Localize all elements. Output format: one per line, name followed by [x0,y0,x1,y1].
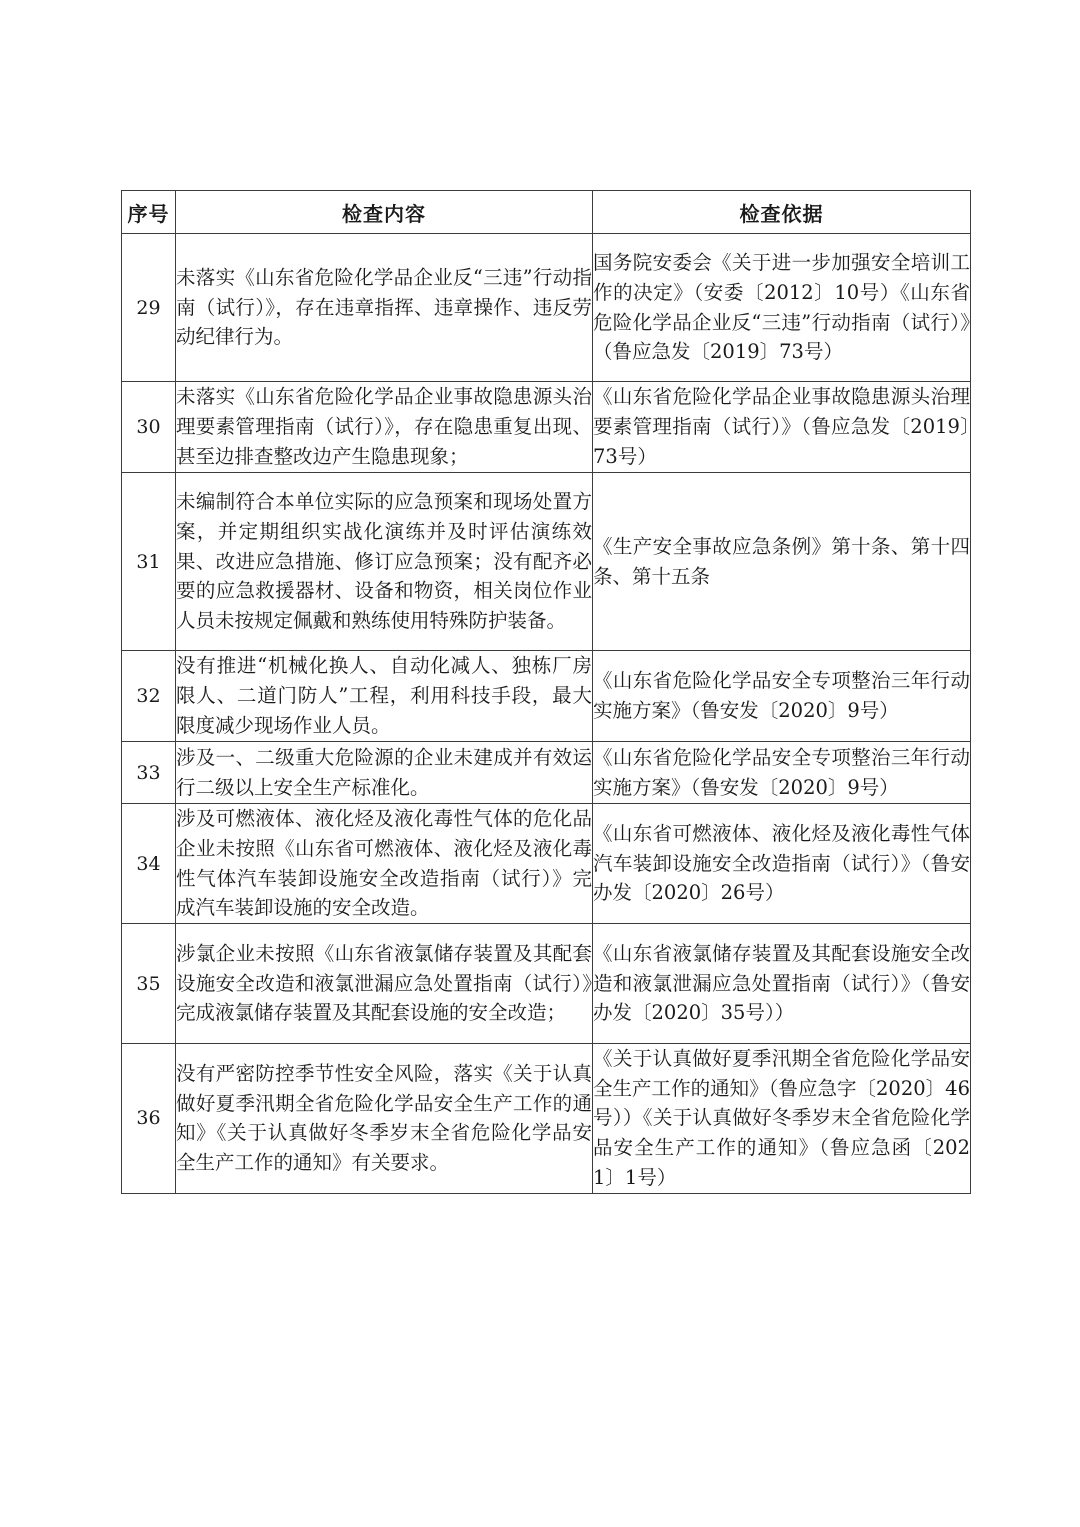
row-number: 32 [122,651,176,742]
row-content-text: 没有推进“机械化换人、自动化减人、独栋厂房限人、二道门防人”工程，利用科技手段，最大限度减少现场作业人员。 [176,654,592,737]
row-number: 36 [122,1044,176,1194]
header-basis: 检查依据 [593,191,971,234]
row-basis [593,651,971,742]
row-basis [593,804,971,924]
row-basis [593,473,971,651]
row-content [176,742,593,804]
row-content-text: 涉氯企业未按照《山东省液氯储存装置及其配套设施安全改造和液氯泄漏应急处置指南（试行）》完成液氯储存装置及其配套设施的安全改造； [176,941,592,1025]
table-row [122,1044,971,1194]
row-content [176,1044,593,1194]
row-content [176,924,593,1044]
row-content-text: 涉及可燃液体、液化烃及液化毒性气体的危化品企业未按照《山东省可燃液体、液化烃及液化毒性气体汽车装卸设施安全改造指南（试行）》完成汽车装卸设施的安全改造。 [176,807,592,920]
table-row [122,234,971,382]
row-content [176,651,593,742]
row-content [176,473,593,651]
row-content-text: 未编制符合本单位实际的应急预案和现场处置方案，并定期组织实战化演练并及时评估演练效果、改进应急措施、修订应急预案；没有配齐必要的应急救援器材、设备和物资，相关岗位作业人员未按规定佩戴和熟练使用特殊防护装备。 [176,490,592,633]
row-number: 34 [122,804,176,924]
row-basis [593,382,971,473]
row-basis-text: 《山东省可燃液体、液化烃及液化毒性气体汽车装卸设施安全改造指南（试行）》（鲁安办发〔2020〕26号） [593,821,970,905]
row-basis-text: 《山东省液氯储存装置及其配套设施安全改造和液氯泄漏应急处置指南（试行）》（鲁安办发〔2020〕35号）） [593,941,970,1025]
row-basis-text: 《山东省危险化学品安全专项整治三年行动实施方案》（鲁安发〔2020〕9号） [593,669,970,722]
row-content-text: 未落实《山东省危险化学品企业反“三违”行动指南（试行）》，存在违章指挥、违章操作、违反劳动纪律行为。 [176,265,592,349]
table-row [122,742,971,804]
row-basis [593,924,971,1044]
table-row [122,473,971,651]
row-content-text: 涉及一、二级重大危险源的企业未建成并有效运行二级以上安全生产标准化。 [176,745,592,799]
row-basis [593,234,971,382]
row-content-text: 没有严密防控季节性安全风险，落实《关于认真做好夏季汛期全省危险化学品安全生产工作的通知》《关于认真做好冬季岁末全省危险化学品安全生产工作的通知》有关要求。 [176,1061,592,1174]
row-number: 33 [122,742,176,804]
row-number: 29 [122,234,176,382]
row-basis-text: 《生产安全事故应急条例》第十条、第十四条、第十五条 [593,534,970,588]
inspection-table [121,190,971,1194]
row-content [176,804,593,924]
row-content [176,382,593,473]
row-basis-text: 《关于认真做好夏季汛期全省危险化学品安全生产工作的通知》（鲁应急字〔2020〕46号））《关于认真做好冬季岁末全省危险化学品安全生产工作的通知》（鲁应急函〔2021〕1号） [593,1047,970,1189]
row-basis [593,742,971,804]
table-row [122,382,971,473]
row-number: 30 [122,382,176,473]
row-number: 31 [122,473,176,651]
table-row [122,651,971,742]
row-basis-text: 《山东省危险化学品安全专项整治三年行动实施方案》（鲁安发〔2020〕9号） [593,745,970,799]
row-basis-text: 国务院安委会《关于进一步加强安全培训工作的决定》（安委〔2012〕10号）《山东省危险化学品企业反“三违”行动指南（试行）》（鲁应急发〔2019〕73号） [593,251,970,364]
header-number: 序号 [122,191,176,234]
table-row [122,804,971,924]
row-basis-text: 《山东省危险化学品企业事故隐患源头治理要素管理指南（试行）》（鲁应急发〔2019〕73号） [593,385,970,468]
row-content-text: 未落实《山东省危险化学品企业事故隐患源头治理要素管理指南（试行）》，存在隐患重复出现、甚至边排查整改边产生隐患现象； [176,385,592,468]
table-header-row [122,191,971,234]
row-basis [593,1044,971,1194]
header-content: 检查内容 [176,191,593,234]
row-content [176,234,593,382]
row-number: 35 [122,924,176,1044]
table-row [122,924,971,1044]
